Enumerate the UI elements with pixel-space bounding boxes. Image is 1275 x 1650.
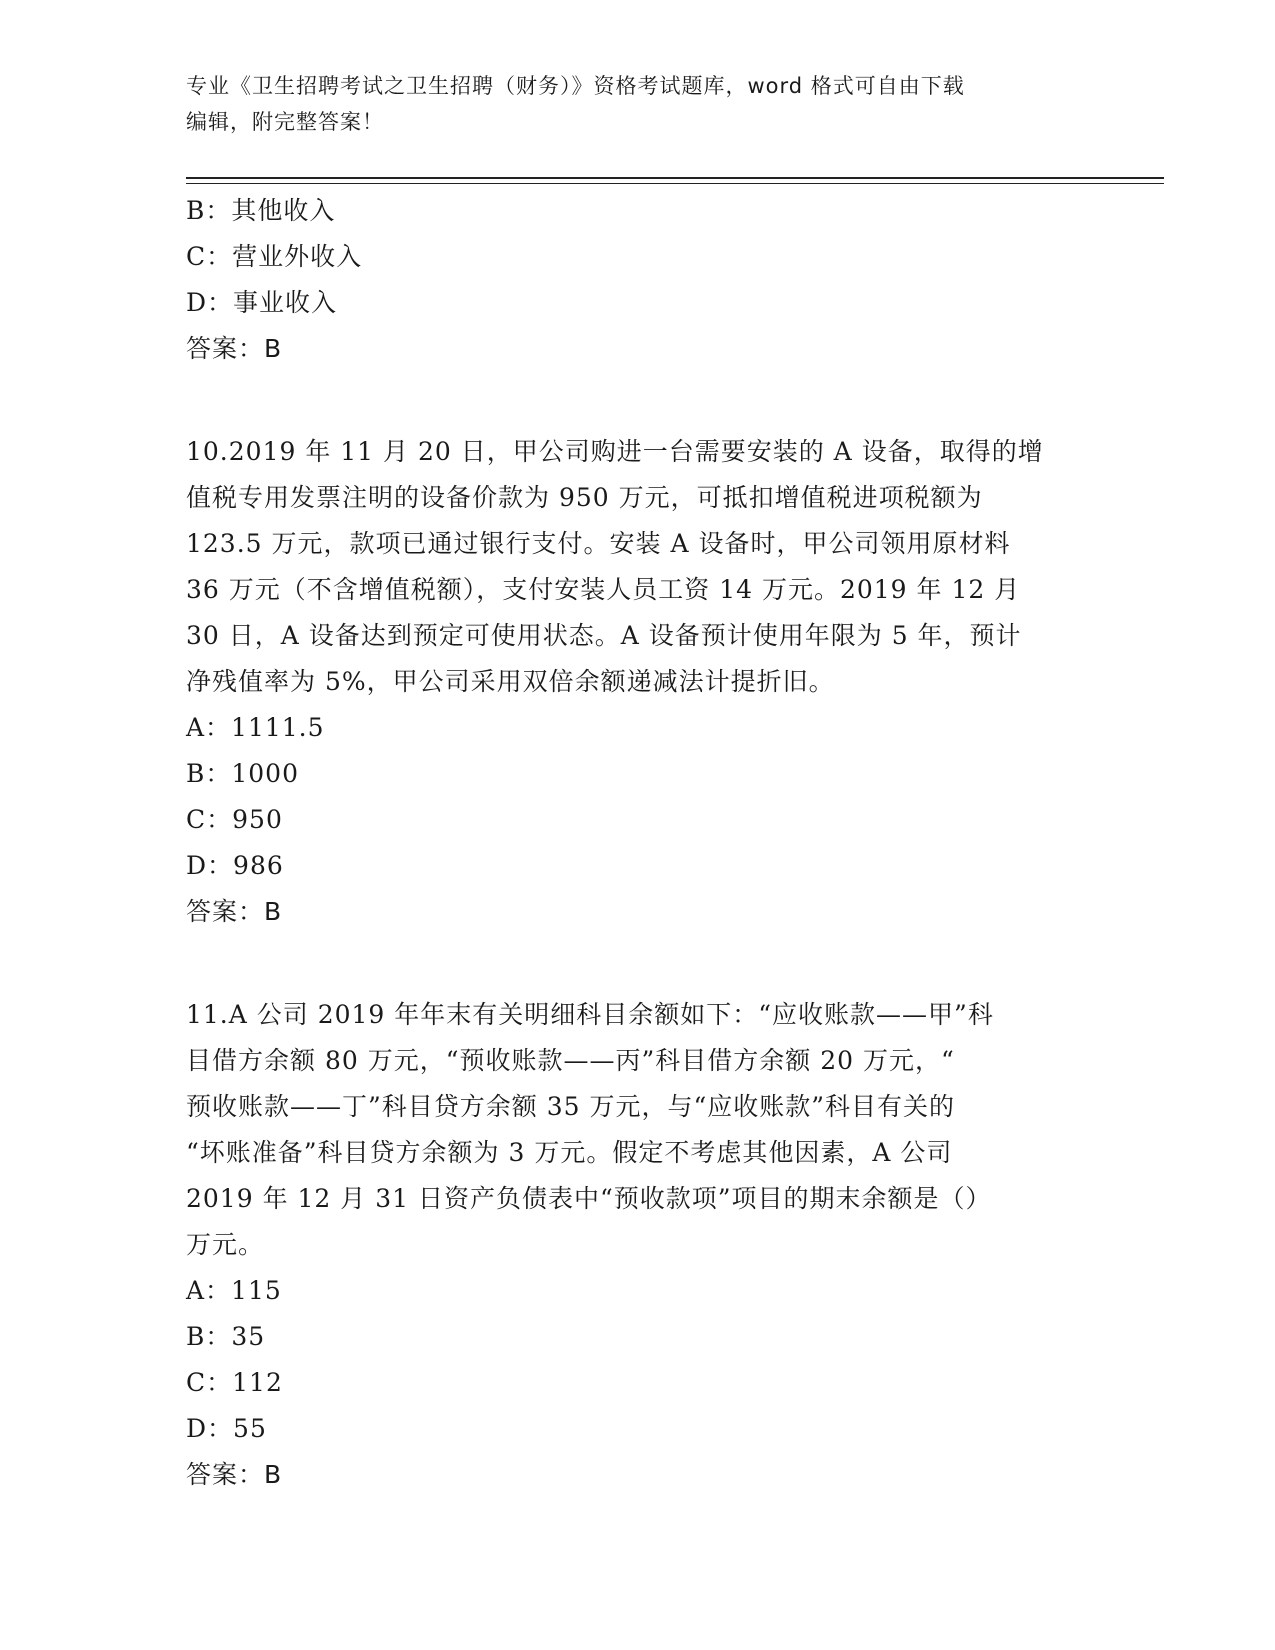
answer-line: 答案：B — [186, 1460, 283, 1489]
answer-line: 答案：B — [186, 334, 283, 363]
header-line-2: 编辑，附完整答案！ — [186, 110, 384, 134]
header-rule-thick — [186, 177, 1164, 179]
question-10-line: 36 万元（不含增值税额），支付安装人员工资 14 万元。2019 年 12 月 — [186, 575, 1021, 604]
option-d: D：986 — [186, 851, 284, 880]
header-line-1: 专业《卫生招聘考试之卫生招聘（财务）》资格考试题库，word 格式可自由下载 — [186, 74, 965, 98]
question-11-block — [186, 992, 1086, 1498]
option-b: B：1000 — [186, 759, 299, 788]
question-11-line: 万元。 — [186, 1230, 265, 1259]
question-10-line: 10.2019 年 11 月 20 日，甲公司购进一台需要安装的 A 设备，取得的增 — [186, 437, 1044, 466]
option-b: B：35 — [186, 1322, 266, 1351]
prev-question-block — [186, 188, 1086, 372]
question-10-line: 净残值率为 5%，甲公司采用双倍余额递减法计提折旧。 — [186, 667, 835, 696]
option-b: B：其他收入 — [186, 196, 336, 225]
option-d: D：事业收入 — [186, 288, 338, 317]
question-11-line: 2019 年 12 月 31 日资产负债表中“预收款项”项目的期末余额是（） — [186, 1184, 992, 1213]
option-c: C：营业外收入 — [186, 242, 363, 271]
question-10-line: 30 日，A 设备达到预定可使用状态。A 设备预计使用年限为 5 年，预计 — [186, 621, 1022, 650]
header-rule-thin — [186, 183, 1164, 184]
option-c: C：950 — [186, 805, 283, 834]
question-10-line: 123.5 万元，款项已通过银行支付。安装 A 设备时，甲公司领用原材料 — [186, 529, 1011, 558]
question-11-line: 11.A 公司 2019 年年末有关明细科目余额如下：“应收账款——甲”科 — [186, 1000, 994, 1029]
option-c: C：112 — [186, 1368, 283, 1397]
option-a: A：115 — [186, 1276, 282, 1305]
option-d: D：55 — [186, 1414, 267, 1443]
question-10-line: 值税专用发票注明的设备价款为 950 万元，可抵扣增值税进项税额为 — [186, 483, 983, 512]
document-header — [186, 68, 1086, 140]
question-11-line: 目借方余额 80 万元，“预收账款——丙”科目借方余额 20 万元，“ — [186, 1046, 955, 1075]
answer-line: 答案：B — [186, 897, 283, 926]
question-10-block — [186, 429, 1086, 935]
question-11-line: “坏账准备”科目贷方余额为 3 万元。假定不考虑其他因素，A 公司 — [186, 1138, 953, 1167]
document-body — [186, 188, 1086, 1498]
option-a: A：1111.5 — [186, 713, 325, 742]
question-11-line: 预收账款——丁”科目贷方余额 35 万元，与“应收账款”科目有关的 — [186, 1092, 956, 1121]
